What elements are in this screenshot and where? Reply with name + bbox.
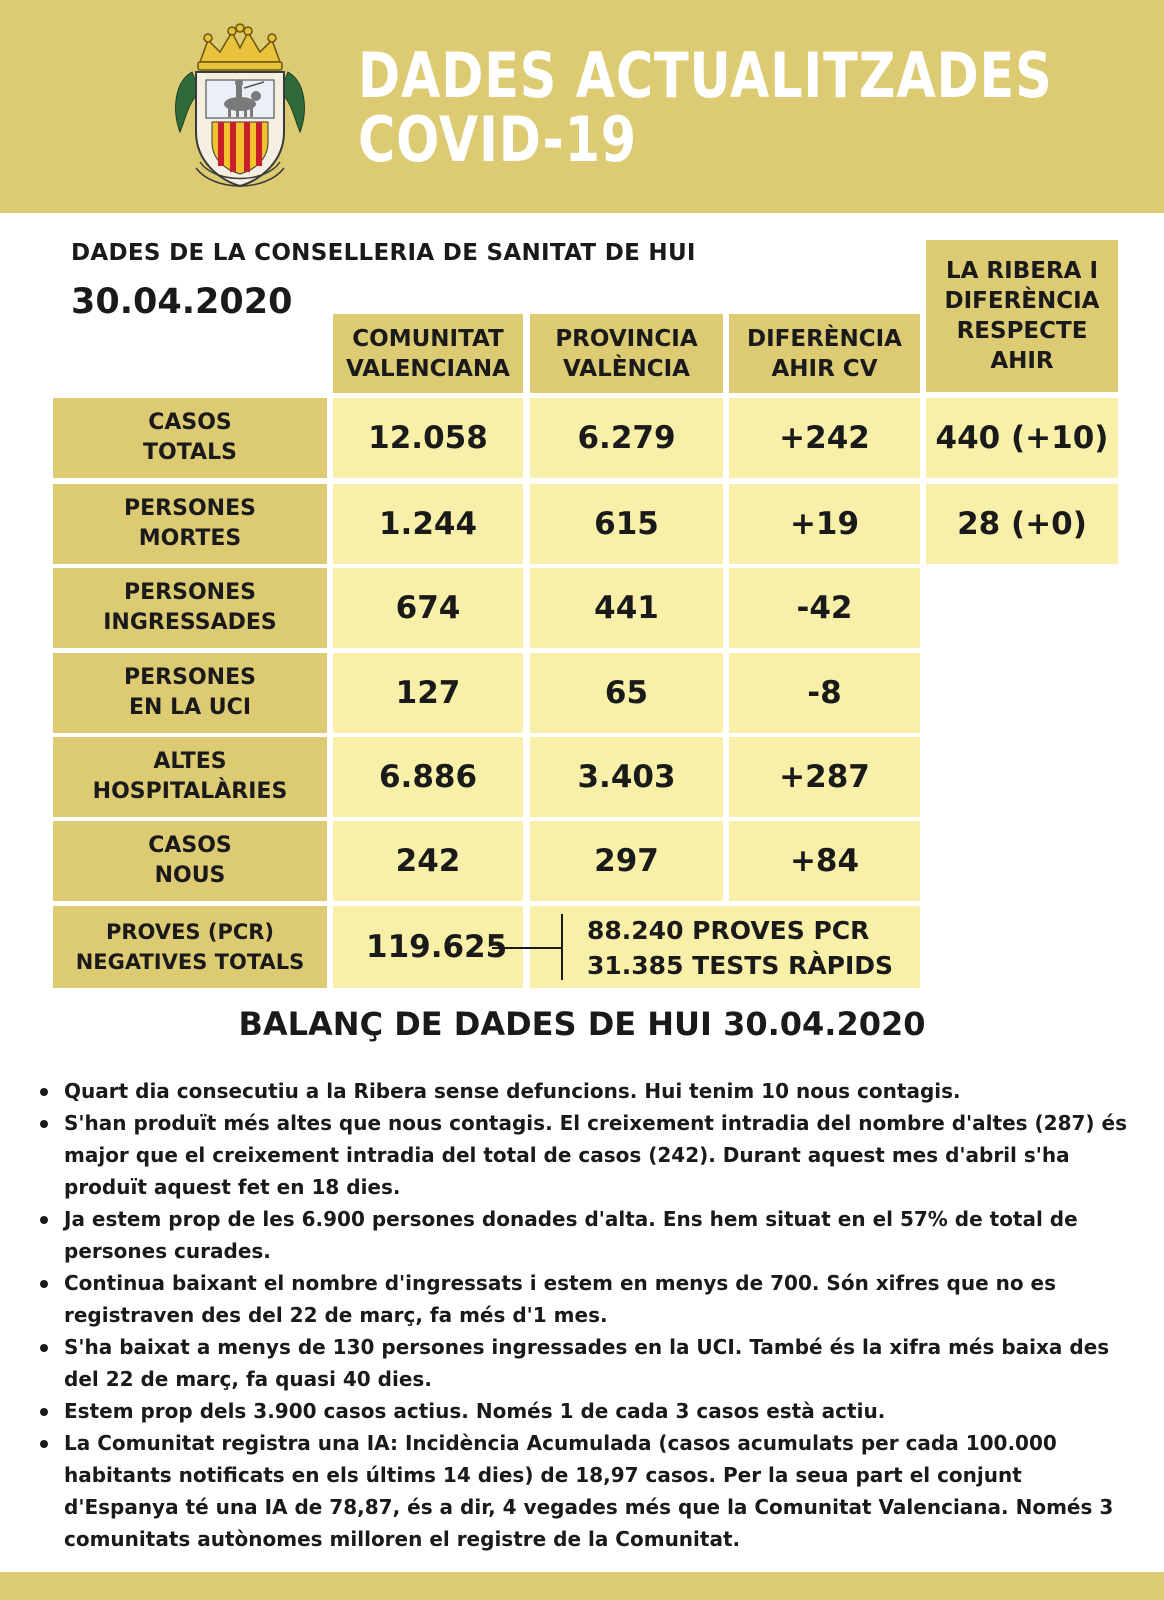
- pcr-breakdown-rapid-tests: 31.385 TESTS RÀPIDS: [587, 951, 894, 980]
- value-diff-casos-nous: +84: [729, 821, 920, 901]
- pcr-breakdown-pcr: 88.240 PROVES PCR: [587, 916, 870, 945]
- list-item: [36, 1075, 1136, 1107]
- value-cv-persones-ingressades: 674: [333, 568, 523, 648]
- column-header-line: COMUNITAT: [352, 325, 504, 352]
- bullet-icon: [40, 1280, 48, 1288]
- row-label-line: HOSPITALÀRIES: [92, 779, 288, 804]
- balance-title: BALANÇ DE DADES DE HUI 30.04.2020: [238, 1005, 926, 1043]
- row-label-line: CASOS: [148, 410, 232, 435]
- value-ribera-persones-mortes: 28 (+0): [926, 484, 1118, 564]
- column-header-provincia: [530, 314, 723, 393]
- value-diff-persones-uci: -8: [729, 653, 920, 733]
- list-item: [36, 1331, 1136, 1395]
- row-label-line: TOTALS: [143, 440, 237, 465]
- column-header-diferencia: [729, 314, 920, 393]
- report-date: 30.04.2020: [71, 282, 293, 322]
- row-label-persones-uci: [53, 653, 327, 733]
- column-header-line: VALENCIANA: [346, 355, 510, 382]
- page-title: [358, 39, 1053, 176]
- bullet-text: Estem prop dels 3.900 casos actius. Només 1 de cada 3 casos està actiu.: [64, 1399, 886, 1423]
- row-label-line: CASOS: [148, 833, 232, 858]
- pcr-breakdown-box: [530, 906, 920, 988]
- value-diff-persones-ingressades: -42: [729, 568, 920, 648]
- bullet-icon: [40, 1088, 48, 1096]
- value-ribera-casos-totals: 440 (+10): [926, 398, 1118, 478]
- bullet-icon: [40, 1440, 48, 1448]
- bullet-text: Quart dia consecutiu a la Ribera sense defuncions. Hui tenim 10 nous contagis.: [64, 1079, 961, 1103]
- bullet-icon: [40, 1344, 48, 1352]
- row-label-line: PERSONES: [124, 496, 256, 521]
- bullet-text: La Comunitat registra una IA: Incidència Acumulada (casos acumulats per cada 100.000 habitants notificats en els últims 14 dies) de 18,97 casos. Per la seua part el conjunt d'Espanya té una IA de 78,87, és a dir, 4 vegades més que la Comunitat Valenciana. Només 3 comunitats autònomes milloren el registre de la Comunitat.: [64, 1431, 1114, 1551]
- value-cv-casos-nous: 242: [333, 821, 523, 901]
- value-cv-persones-mortes: 1.244: [333, 484, 523, 564]
- pcr-total-text: 119.625: [366, 929, 508, 965]
- column-header-line: LA RIBERA I: [945, 258, 1099, 284]
- value-cv-altes-hospitalaries: 6.886: [333, 737, 523, 817]
- pcr-bracket-connector: [490, 912, 570, 982]
- balance-bullet-list: [36, 1075, 1136, 1555]
- column-header-line: DIFERÈNCIA: [944, 288, 1100, 314]
- source-subheading: DADES DE LA CONSELLERIA DE SANITAT DE HUI: [71, 240, 696, 266]
- value-prov-persones-ingressades: 441: [530, 568, 723, 648]
- header-banner: [0, 0, 1164, 213]
- row-label-altes-hospitalaries: [53, 737, 327, 817]
- column-header-line: RESPECTE: [956, 318, 1088, 344]
- list-item: [36, 1267, 1136, 1331]
- footer-bar: [0, 1572, 1164, 1600]
- column-header-line: DIFERÈNCIA: [747, 325, 902, 352]
- column-header-ribera: [926, 240, 1118, 392]
- row-label-line: PERSONES: [124, 665, 256, 690]
- row-label-line: MORTES: [138, 526, 242, 551]
- value-prov-persones-uci: 65: [530, 653, 723, 733]
- column-header-line: PROVINCIA: [555, 325, 698, 352]
- value-diff-altes-hospitalaries: +287: [729, 737, 920, 817]
- town-crest-logo: [170, 22, 310, 194]
- row-label-persones-ingressades: [53, 568, 327, 648]
- row-label-line: EN LA UCI: [129, 695, 251, 720]
- value-cv-casos-totals: 12.058: [333, 398, 523, 478]
- column-header-line: AHIR: [990, 348, 1054, 374]
- value-prov-casos-nous: 297: [530, 821, 723, 901]
- row-label-line: PERSONES: [124, 580, 256, 605]
- column-header-line: AHIR CV: [771, 355, 878, 382]
- bullet-text: S'han produït més altes que nous contagis. El creixement intradia del nombre d'altes (287) és major que el creixement intradia del total de casos (242). Durant aquest mes d'abril s'ha produït aquest fet en 18 dies.: [64, 1111, 1127, 1199]
- list-item: [36, 1427, 1136, 1555]
- row-label-persones-mortes: [53, 484, 327, 564]
- bullet-icon: [40, 1408, 48, 1416]
- bullet-text: Ja estem prop de les 6.900 persones donades d'alta. Ens hem situat en el 57% de total de persones curades.: [64, 1207, 1078, 1263]
- row-label-line: NOUS: [154, 863, 226, 888]
- bullet-text: Continua baixant el nombre d'ingressats i estem en menys de 700. Són xifres que no es registraven des del 22 de març, fa més d'1 mes.: [64, 1271, 1057, 1327]
- title-line-1: DADES ACTUALITZADES: [358, 39, 1053, 112]
- list-item: [36, 1203, 1136, 1267]
- title-line-2: COVID-19: [358, 103, 637, 176]
- row-label-casos-totals: [53, 398, 327, 478]
- value-prov-altes-hospitalaries: 3.403: [530, 737, 723, 817]
- list-item: [36, 1107, 1136, 1203]
- value-diff-casos-totals: +242: [729, 398, 920, 478]
- bullet-icon: [40, 1120, 48, 1128]
- row-label-line: ALTES: [153, 749, 227, 774]
- bullet-icon: [40, 1216, 48, 1224]
- value-cv-persones-uci: 127: [333, 653, 523, 733]
- row-label-proves-pcr: [53, 906, 327, 988]
- value-prov-persones-mortes: 615: [530, 484, 723, 564]
- value-diff-persones-mortes: +19: [729, 484, 920, 564]
- value-prov-casos-totals: 6.279: [530, 398, 723, 478]
- column-header-comunitat: [333, 314, 523, 393]
- column-header-line: VALÈNCIA: [563, 355, 690, 382]
- row-label-line: INGRESSADES: [103, 610, 277, 635]
- row-label-line: PROVES (PCR): [105, 920, 275, 944]
- row-label-casos-nous: [53, 821, 327, 901]
- list-item: [36, 1395, 1136, 1427]
- row-label-line: NEGATIVES TOTALS: [75, 950, 305, 974]
- bullet-text: S'ha baixat a menys de 130 persones ingressades en la UCI. També és la xifra més baixa des del 22 de març, fa quasi 40 dies.: [64, 1335, 1110, 1391]
